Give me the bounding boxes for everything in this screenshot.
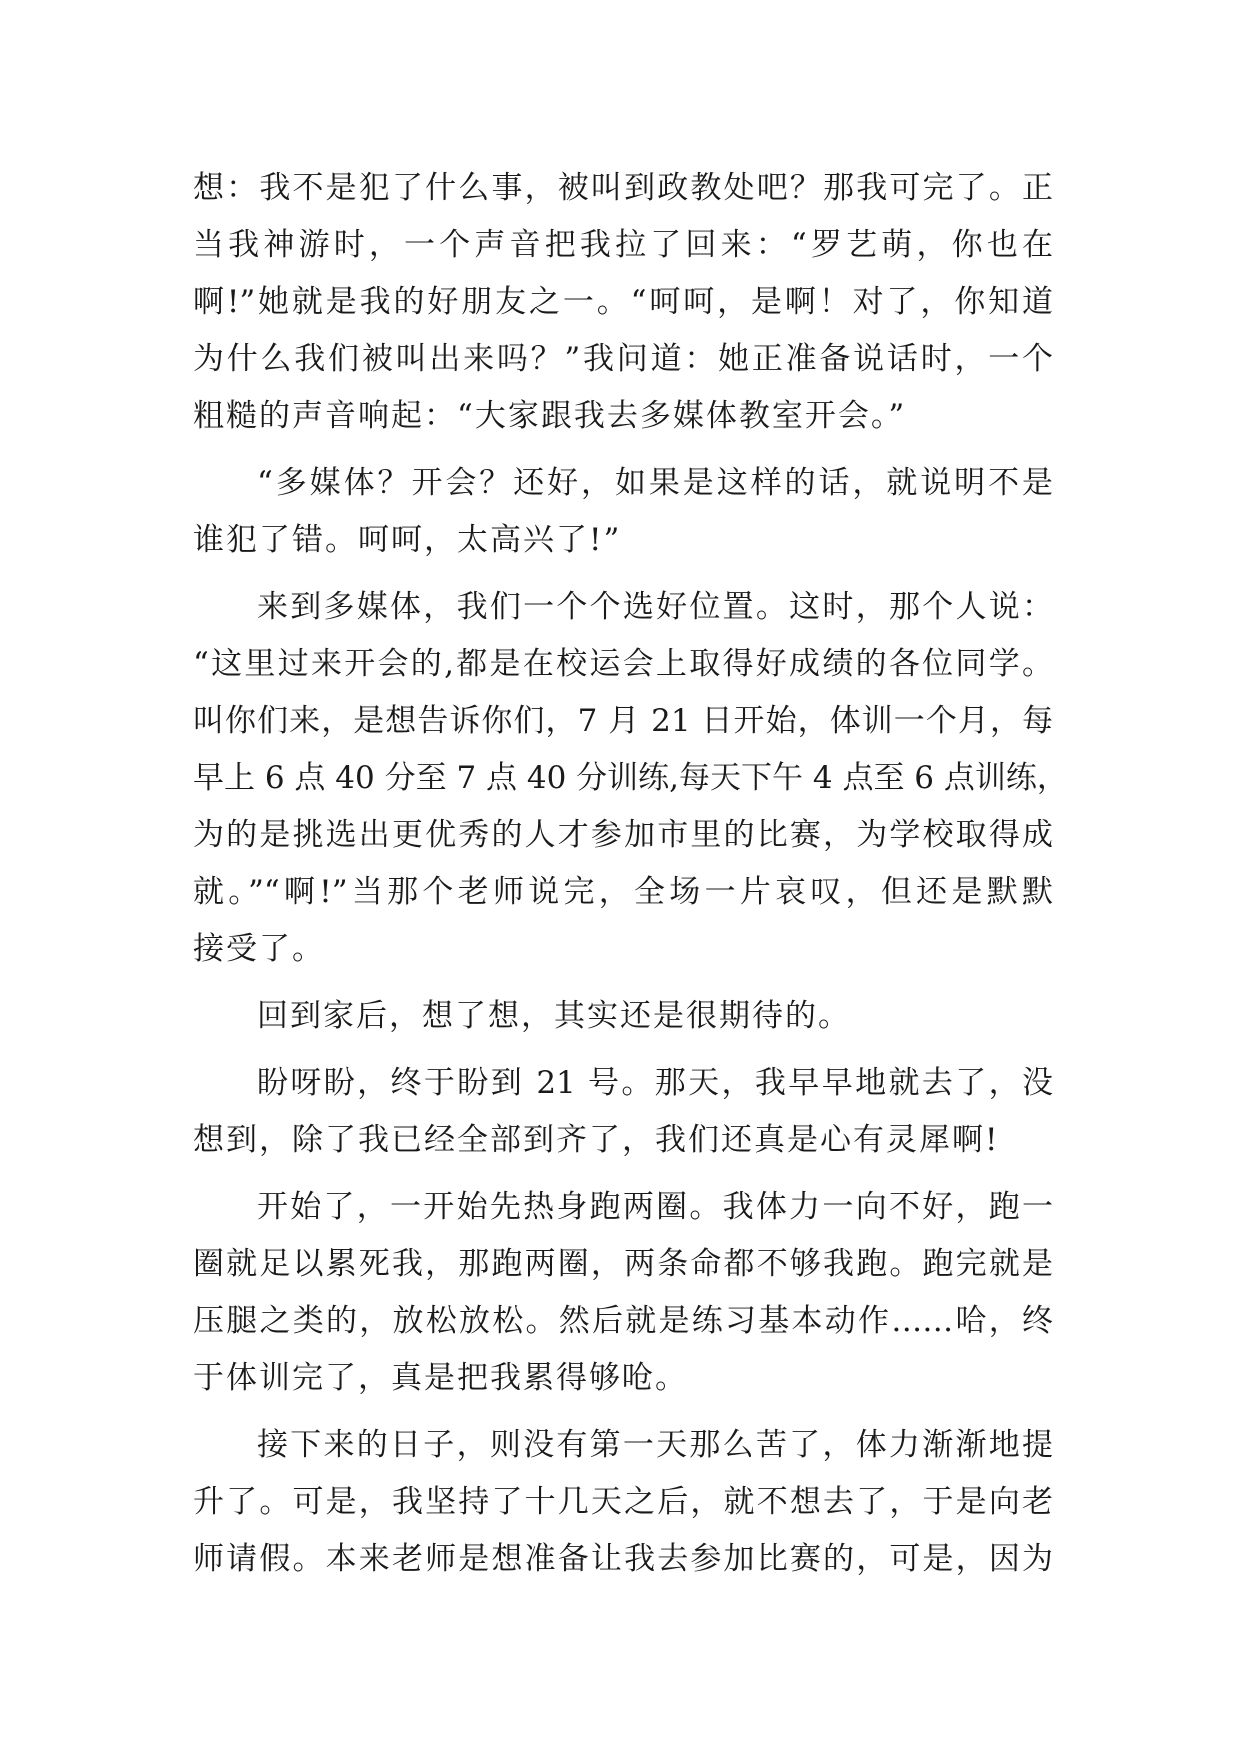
body-text <box>193 160 1068 1588</box>
text-line: 开始了，一开始先热身跑两圈。我体力一向不好，跑一 <box>257 1189 1053 1225</box>
text-line: 叫你们来，是想告诉你们，7 月 21 日开始，体训一个月，每 <box>193 703 1053 739</box>
text-line: 回到家后，想了想，其实还是很期待的。 <box>257 998 851 1034</box>
text-line: 接下来的日子，则没有第一天那么苦了，体力渐渐地提 <box>257 1427 1053 1463</box>
text-line: 谁犯了错。呵呵，太高兴了!” <box>193 522 622 558</box>
text-line: 圈就足以累死我，那跑两圈，两条命都不够我跑。跑完就是 <box>193 1246 1053 1282</box>
text-line: 升了。可是，我坚持了十几天之后，就不想去了，于是向老 <box>193 1484 1053 1520</box>
text-line: “这里过来开会的,都是在校运会上取得好成绩的各位同学。 <box>193 646 1053 682</box>
text-line: 粗糙的声音响起：“大家跟我去多媒体教室开会。” <box>193 398 907 434</box>
text-line: 想到，除了我已经全部到齐了，我们还真是心有灵犀啊! <box>193 1122 1000 1158</box>
text-line: 盼呀盼，终于盼到 21 号。那天，我早早地就去了，没 <box>257 1065 1053 1101</box>
text-line: 接受了。 <box>193 931 325 967</box>
text-line: “多媒体？开会？还好，如果是这样的话，就说明不是 <box>257 465 1053 501</box>
text-line: 压腿之类的，放松放松。然后就是练习基本动作……哈，终 <box>193 1303 1053 1339</box>
text-line: 早上 6 点 40 分至 7 点 40 分训练,每天下午 4 点至 6 点训练， <box>193 760 1068 796</box>
text-line: 师请假。本来老师是想准备让我去参加比赛的，可是，因为 <box>193 1541 1053 1577</box>
text-line: 为的是挑选出更优秀的人才参加市里的比赛，为学校取得成 <box>193 817 1053 853</box>
text-line: 想：我不是犯了什么事，被叫到政教处吧？那我可完了。正 <box>193 170 1053 206</box>
text-line: 啊!”她就是我的好朋友之一。“呵呵，是啊！对了，你知道 <box>193 284 1053 320</box>
text-line: 就。”“啊!”当那个老师说完，全场一片哀叹，但还是默默 <box>193 874 1053 910</box>
text-line: 于体训完了，真是把我累得够呛。 <box>193 1360 688 1396</box>
text-line: 来到多媒体，我们一个个选好位置。这时，那个人说： <box>257 589 1053 625</box>
text-line: 为什么我们被叫出来吗？”我问道：她正准备说话时，一个 <box>193 341 1053 377</box>
text-line: 当我神游时，一个声音把我拉了回来：“罗艺萌，你也在 <box>193 227 1053 263</box>
